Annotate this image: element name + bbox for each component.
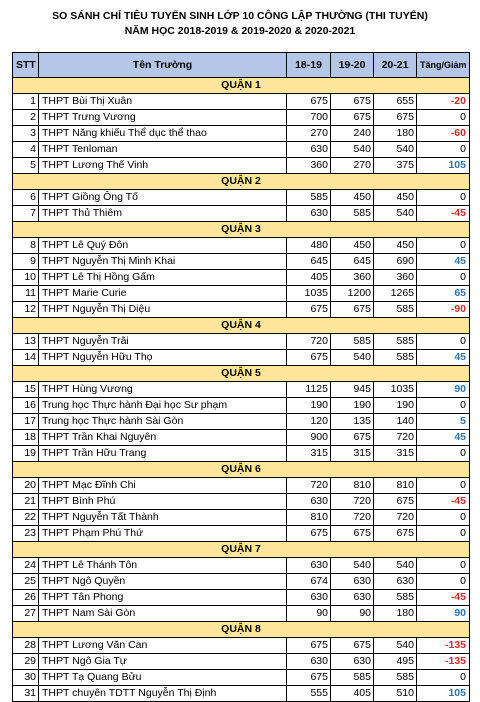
cell-year-1: 480	[287, 238, 331, 254]
cell-change	[417, 350, 470, 366]
cell-school-name: THPT Lương Thế Vinh	[39, 158, 287, 174]
cell-year-3: 540	[374, 638, 417, 654]
cell-year-2: 810	[331, 478, 374, 494]
cell-year-2: 135	[331, 414, 374, 430]
cell-school-name: THPT Phạm Phú Thứ	[39, 526, 287, 542]
cell-stt: 20	[13, 478, 39, 494]
cell-year-3: 450	[374, 190, 417, 206]
cell-change	[417, 494, 470, 510]
change-value: 65	[454, 287, 466, 299]
change-value: -135	[444, 639, 466, 651]
cell-school-name: THPT Hùng Vương	[39, 382, 287, 398]
cell-year-2: 630	[331, 654, 374, 670]
cell-year-1: 720	[287, 334, 331, 350]
district-row	[13, 174, 470, 190]
cell-change	[417, 238, 470, 254]
cell-change	[417, 302, 470, 318]
district-row	[13, 366, 470, 382]
change-value: -45	[450, 207, 466, 219]
cell-year-3: 675	[374, 494, 417, 510]
cell-year-1: 675	[287, 350, 331, 366]
table-row	[13, 142, 470, 158]
cell-stt: 1	[13, 94, 39, 110]
change-value: 0	[460, 447, 466, 459]
district-name: QUẬN 7	[13, 542, 470, 558]
cell-change	[417, 558, 470, 574]
cell-stt: 17	[13, 414, 39, 430]
district-name: QUẬN 3	[13, 222, 470, 238]
change-value: 45	[454, 255, 466, 267]
cell-year-3: 675	[374, 110, 417, 126]
table-row	[13, 686, 470, 702]
table-row	[13, 270, 470, 286]
cell-year-3: 495	[374, 654, 417, 670]
table-row	[13, 670, 470, 686]
table-row	[13, 334, 470, 350]
district-name: QUẬN 1	[13, 78, 470, 94]
cell-year-2: 675	[331, 526, 374, 542]
cell-year-3: 180	[374, 606, 417, 622]
change-value: -45	[450, 591, 466, 603]
cell-stt: 8	[13, 238, 39, 254]
cell-year-1: 675	[287, 638, 331, 654]
change-value: -135	[444, 655, 466, 667]
change-value: 90	[454, 383, 466, 395]
cell-year-1: 674	[287, 574, 331, 590]
change-value: 0	[460, 671, 466, 683]
cell-year-2: 585	[331, 334, 374, 350]
change-value: -60	[450, 127, 466, 139]
title-line-1: SO SÁNH CHỈ TIÊU TUYỂN SINH LỚP 10 CÔNG LẬP THƯỜNG (THI TUYỂN)	[52, 10, 428, 22]
cell-year-2: 540	[331, 350, 374, 366]
cell-year-3: 585	[374, 590, 417, 606]
cell-school-name: THPT Giồng Ông Tố	[39, 190, 287, 206]
table-row	[13, 94, 470, 110]
cell-year-1: 360	[287, 158, 331, 174]
cell-change	[417, 254, 470, 270]
change-value: 0	[460, 399, 466, 411]
cell-year-2: 405	[331, 686, 374, 702]
change-value: -45	[450, 495, 466, 507]
cell-year-3: 585	[374, 670, 417, 686]
table-row	[13, 414, 470, 430]
table-row	[13, 126, 470, 142]
cell-year-3: 585	[374, 334, 417, 350]
cell-year-3: 630	[374, 574, 417, 590]
table-row	[13, 302, 470, 318]
cell-stt: 2	[13, 110, 39, 126]
change-value: 90	[454, 607, 466, 619]
cell-stt: 5	[13, 158, 39, 174]
table-header-row	[13, 53, 470, 78]
table-row	[13, 654, 470, 670]
header-change: Tăng/Giảm	[417, 53, 470, 78]
cell-year-2: 360	[331, 270, 374, 286]
title-line-2: NĂM HỌC 2018-2019 & 2019-2020 & 2020-2021	[124, 25, 356, 37]
cell-change	[417, 526, 470, 542]
cell-stt: 16	[13, 398, 39, 414]
district-row	[13, 222, 470, 238]
cell-school-name: THPT Nguyễn Tất Thành	[39, 510, 287, 526]
document-title	[0, 0, 480, 41]
cell-stt: 9	[13, 254, 39, 270]
district-name: QUẬN 8	[13, 622, 470, 638]
cell-school-name: THPT Trần Khai Nguyên	[39, 430, 287, 446]
change-value: 0	[460, 111, 466, 123]
table-row	[13, 190, 470, 206]
cell-year-2: 720	[331, 510, 374, 526]
cell-stt: 23	[13, 526, 39, 542]
cell-stt: 21	[13, 494, 39, 510]
district-name: QUẬN 4	[13, 318, 470, 334]
table-row	[13, 430, 470, 446]
cell-school-name: THPT Trưng Vương	[39, 110, 287, 126]
cell-school-name: Trung học Thực hành Đại học Sư phạm	[39, 398, 287, 414]
change-value: 0	[460, 575, 466, 587]
cell-year-2: 540	[331, 558, 374, 574]
cell-year-3: 315	[374, 446, 417, 462]
cell-year-1: 630	[287, 558, 331, 574]
cell-school-name: THPT chuyên TDTT Nguyễn Thị Định	[39, 686, 287, 702]
table-row	[13, 606, 470, 622]
table-row	[13, 526, 470, 542]
cell-school-name: THPT Ngô Gia Tự	[39, 654, 287, 670]
cell-school-name: THPT Bình Phú	[39, 494, 287, 510]
cell-year-3: 375	[374, 158, 417, 174]
cell-year-1: 675	[287, 302, 331, 318]
cell-year-1: 900	[287, 430, 331, 446]
cell-change	[417, 142, 470, 158]
cell-stt: 29	[13, 654, 39, 670]
district-row	[13, 542, 470, 558]
cell-change	[417, 382, 470, 398]
cell-change	[417, 158, 470, 174]
cell-change	[417, 430, 470, 446]
cell-change	[417, 654, 470, 670]
change-value: 45	[454, 351, 466, 363]
cell-change	[417, 478, 470, 494]
district-name: QUẬN 5	[13, 366, 470, 382]
cell-year-3: 450	[374, 238, 417, 254]
cell-stt: 7	[13, 206, 39, 222]
cell-school-name: THPT Ngô Quyền	[39, 574, 287, 590]
cell-year-3: 720	[374, 430, 417, 446]
cell-change	[417, 190, 470, 206]
table-row	[13, 286, 470, 302]
cell-year-2: 240	[331, 126, 374, 142]
cell-school-name: THPT Năng khiếu Thể dục thể thao	[39, 126, 287, 142]
cell-year-2: 675	[331, 110, 374, 126]
cell-year-1: 630	[287, 494, 331, 510]
cell-year-1: 675	[287, 670, 331, 686]
cell-school-name: THPT Nguyễn Hữu Thọ	[39, 350, 287, 366]
cell-stt: 18	[13, 430, 39, 446]
cell-school-name: Trung học Thực hành Sài Gòn	[39, 414, 287, 430]
header-year-3: 20-21	[374, 53, 417, 78]
header-year-1: 18-19	[287, 53, 331, 78]
table-row	[13, 446, 470, 462]
cell-year-2: 645	[331, 254, 374, 270]
cell-change	[417, 126, 470, 142]
header-stt: STT	[13, 53, 39, 78]
cell-year-1: 630	[287, 206, 331, 222]
change-value: 105	[448, 159, 466, 171]
cell-change	[417, 446, 470, 462]
cell-year-1: 120	[287, 414, 331, 430]
district-name: QUẬN 2	[13, 174, 470, 190]
cell-stt: 4	[13, 142, 39, 158]
cell-stt: 19	[13, 446, 39, 462]
cell-stt: 14	[13, 350, 39, 366]
cell-year-1: 405	[287, 270, 331, 286]
cell-change	[417, 590, 470, 606]
cell-year-1: 270	[287, 126, 331, 142]
cell-stt: 26	[13, 590, 39, 606]
cell-year-2: 450	[331, 238, 374, 254]
cell-school-name: THPT Tân Phong	[39, 590, 287, 606]
change-value: 0	[460, 479, 466, 491]
cell-stt: 31	[13, 686, 39, 702]
cell-year-1: 90	[287, 606, 331, 622]
table-row	[13, 510, 470, 526]
cell-change	[417, 638, 470, 654]
table-row	[13, 590, 470, 606]
cell-stt: 13	[13, 334, 39, 350]
cell-school-name: THPT Lê Thị Hồng Gấm	[39, 270, 287, 286]
cell-year-1: 675	[287, 94, 331, 110]
table-row	[13, 494, 470, 510]
cell-change	[417, 398, 470, 414]
cell-school-name: THPT Nguyễn Thị Diệu	[39, 302, 287, 318]
cell-year-2: 90	[331, 606, 374, 622]
table-row	[13, 398, 470, 414]
change-value: -90	[450, 303, 466, 315]
change-value: 0	[460, 527, 466, 539]
cell-year-3: 690	[374, 254, 417, 270]
cell-year-2: 450	[331, 190, 374, 206]
table-row	[13, 382, 470, 398]
cell-school-name: THPT Nguyễn Thị Minh Khai	[39, 254, 287, 270]
change-value: 105	[448, 687, 466, 699]
change-value: 0	[460, 239, 466, 251]
cell-year-2: 315	[331, 446, 374, 462]
cell-stt: 24	[13, 558, 39, 574]
cell-year-2: 1200	[331, 286, 374, 302]
cell-year-2: 945	[331, 382, 374, 398]
cell-year-1: 555	[287, 686, 331, 702]
cell-year-3: 720	[374, 510, 417, 526]
cell-year-2: 190	[331, 398, 374, 414]
cell-school-name: THPT Mạc Đĩnh Chi	[39, 478, 287, 494]
district-row	[13, 318, 470, 334]
cell-change	[417, 286, 470, 302]
cell-year-2: 630	[331, 590, 374, 606]
cell-stt: 15	[13, 382, 39, 398]
cell-year-3: 1265	[374, 286, 417, 302]
header-year-2: 19-20	[331, 53, 374, 78]
table-row	[13, 350, 470, 366]
cell-year-3: 655	[374, 94, 417, 110]
cell-year-2: 630	[331, 574, 374, 590]
cell-year-2: 675	[331, 302, 374, 318]
change-value: 0	[460, 511, 466, 523]
cell-year-3: 510	[374, 686, 417, 702]
cell-year-1: 630	[287, 654, 331, 670]
cell-year-1: 630	[287, 590, 331, 606]
cell-school-name: THPT Lê Quý Đôn	[39, 238, 287, 254]
table-row	[13, 558, 470, 574]
table-body	[13, 78, 470, 702]
table-row	[13, 574, 470, 590]
header-school-name: Tên Trường	[39, 53, 287, 78]
cell-year-2: 720	[331, 494, 374, 510]
cell-year-1: 645	[287, 254, 331, 270]
cell-year-3: 360	[374, 270, 417, 286]
cell-year-1: 585	[287, 190, 331, 206]
district-row	[13, 462, 470, 478]
cell-change	[417, 334, 470, 350]
cell-change	[417, 670, 470, 686]
table-row	[13, 110, 470, 126]
district-row	[13, 78, 470, 94]
table-row	[13, 158, 470, 174]
cell-stt: 3	[13, 126, 39, 142]
cell-change	[417, 606, 470, 622]
change-value: -20	[450, 95, 466, 107]
cell-year-1: 1125	[287, 382, 331, 398]
cell-year-2: 585	[331, 670, 374, 686]
cell-year-1: 700	[287, 110, 331, 126]
cell-school-name: THPT Tạ Quang Bửu	[39, 670, 287, 686]
cell-school-name: THPT Lê Thánh Tôn	[39, 558, 287, 574]
cell-year-3: 540	[374, 142, 417, 158]
cell-stt: 22	[13, 510, 39, 526]
cell-year-2: 675	[331, 638, 374, 654]
cell-year-3: 1035	[374, 382, 417, 398]
change-value: 0	[460, 271, 466, 283]
cell-stt: 11	[13, 286, 39, 302]
cell-change	[417, 574, 470, 590]
district-name: QUẬN 6	[13, 462, 470, 478]
district-row	[13, 622, 470, 638]
cell-school-name: THPT Nguyễn Trãi	[39, 334, 287, 350]
cell-change	[417, 686, 470, 702]
cell-year-2: 675	[331, 94, 374, 110]
cell-year-1: 1035	[287, 286, 331, 302]
table-row	[13, 478, 470, 494]
table-row	[13, 206, 470, 222]
cell-year-1: 720	[287, 478, 331, 494]
cell-year-1: 675	[287, 526, 331, 542]
cell-stt: 10	[13, 270, 39, 286]
enrollment-table	[12, 52, 470, 702]
cell-year-3: 140	[374, 414, 417, 430]
table-row	[13, 254, 470, 270]
cell-stt: 6	[13, 190, 39, 206]
cell-year-3: 180	[374, 126, 417, 142]
change-value: 0	[460, 559, 466, 571]
cell-change	[417, 510, 470, 526]
cell-year-1: 315	[287, 446, 331, 462]
cell-stt: 30	[13, 670, 39, 686]
cell-stt: 12	[13, 302, 39, 318]
cell-year-3: 810	[374, 478, 417, 494]
cell-school-name: THPT Trần Hữu Trang	[39, 446, 287, 462]
cell-school-name: THPT Nam Sài Gòn	[39, 606, 287, 622]
cell-change	[417, 270, 470, 286]
cell-year-2: 585	[331, 206, 374, 222]
cell-year-1: 630	[287, 142, 331, 158]
cell-school-name: THPT Tenloman	[39, 142, 287, 158]
cell-year-1: 190	[287, 398, 331, 414]
cell-year-3: 540	[374, 206, 417, 222]
cell-school-name: THPT Bùi Thị Xuân	[39, 94, 287, 110]
cell-school-name: THPT Lương Văn Can	[39, 638, 287, 654]
change-value: 0	[460, 335, 466, 347]
cell-stt: 25	[13, 574, 39, 590]
cell-stt: 28	[13, 638, 39, 654]
cell-year-3: 675	[374, 526, 417, 542]
change-value: 0	[460, 143, 466, 155]
cell-change	[417, 94, 470, 110]
table-row	[13, 638, 470, 654]
cell-year-3: 585	[374, 350, 417, 366]
change-value: 45	[454, 431, 466, 443]
change-value: 0	[460, 191, 466, 203]
cell-school-name: THPT Marie Curie	[39, 286, 287, 302]
cell-year-1: 810	[287, 510, 331, 526]
change-value: 5	[460, 415, 466, 427]
cell-year-3: 190	[374, 398, 417, 414]
cell-year-2: 540	[331, 142, 374, 158]
cell-year-3: 540	[374, 558, 417, 574]
cell-stt: 27	[13, 606, 39, 622]
cell-school-name: THPT Thủ Thiêm	[39, 206, 287, 222]
cell-change	[417, 414, 470, 430]
cell-year-3: 585	[374, 302, 417, 318]
cell-change	[417, 110, 470, 126]
cell-change	[417, 206, 470, 222]
cell-year-2: 270	[331, 158, 374, 174]
cell-year-2: 675	[331, 430, 374, 446]
table-row	[13, 238, 470, 254]
